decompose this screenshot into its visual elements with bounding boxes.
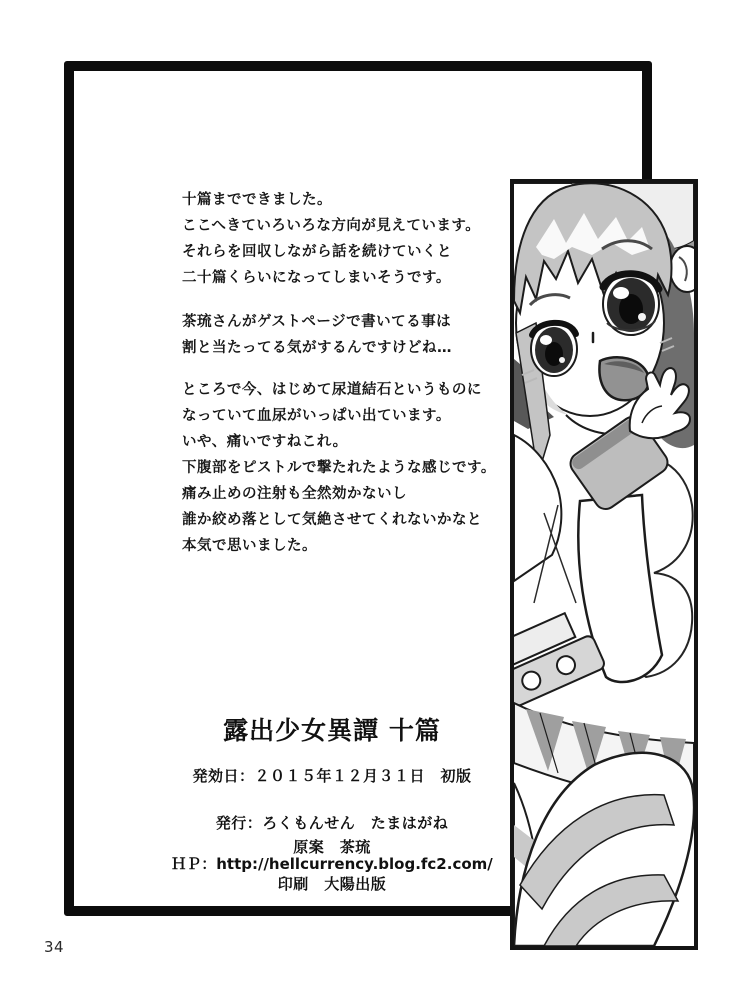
issue-date: 発効日：２０１５年１２月３１日 初版 — [192, 767, 472, 785]
printer-line: 印刷 大陽出版 — [277, 875, 387, 893]
afterword-line: ここへきていろいろな方向が見えています。 — [182, 218, 481, 234]
afterword-line: 痛み止めの注射も全然効かないし — [182, 486, 407, 502]
website-url: ＨＰ：http://hellcurrency.blog.fc2.com/ — [171, 855, 493, 873]
afterword-line: それらを回収しながら話を続けていくと — [182, 244, 452, 260]
colophon — [162, 715, 502, 894]
illustration-panel — [510, 179, 698, 950]
afterword-line: 十篇までできました。 — [182, 192, 332, 208]
afterword-line: 二十篇くらいになってしまいそうです。 — [182, 270, 451, 286]
afterword-line: なっていて血尿がいっぱい出ています。 — [182, 408, 451, 424]
afterword-line: いや、痛いですねこれ。 — [182, 434, 348, 450]
afterword-line: 割と当たってる気がするんですけどね… — [182, 340, 452, 356]
manga-girl-illustration — [514, 183, 694, 946]
original-credit: 原案 茶琉 — [293, 838, 371, 856]
afterword-text — [182, 187, 517, 559]
afterword-paragraph — [182, 309, 517, 361]
right-eye — [603, 273, 659, 335]
afterword-line: ところで今、はじめて尿道結石というものに — [182, 382, 482, 398]
publisher-line: 発行：ろくもんせん たまはがね — [215, 814, 449, 832]
afterword-line: 本気で思いました。 — [182, 538, 317, 554]
page-number: 34 — [44, 938, 65, 956]
afterword-line: 茶琉さんがゲストページで書いてる事は — [182, 314, 452, 330]
afterword-line: 誰か絞め落として気絶させてくれないかなと — [182, 512, 482, 528]
afterword-paragraph — [182, 377, 517, 559]
afterword-line: 下腹部をピストルで撃たれたような感じです。 — [182, 460, 496, 476]
afterword-paragraph — [182, 187, 517, 291]
left-eye — [531, 322, 577, 376]
page-frame — [64, 61, 652, 916]
book-title: 露出少女異譚 十篇 — [223, 716, 441, 745]
